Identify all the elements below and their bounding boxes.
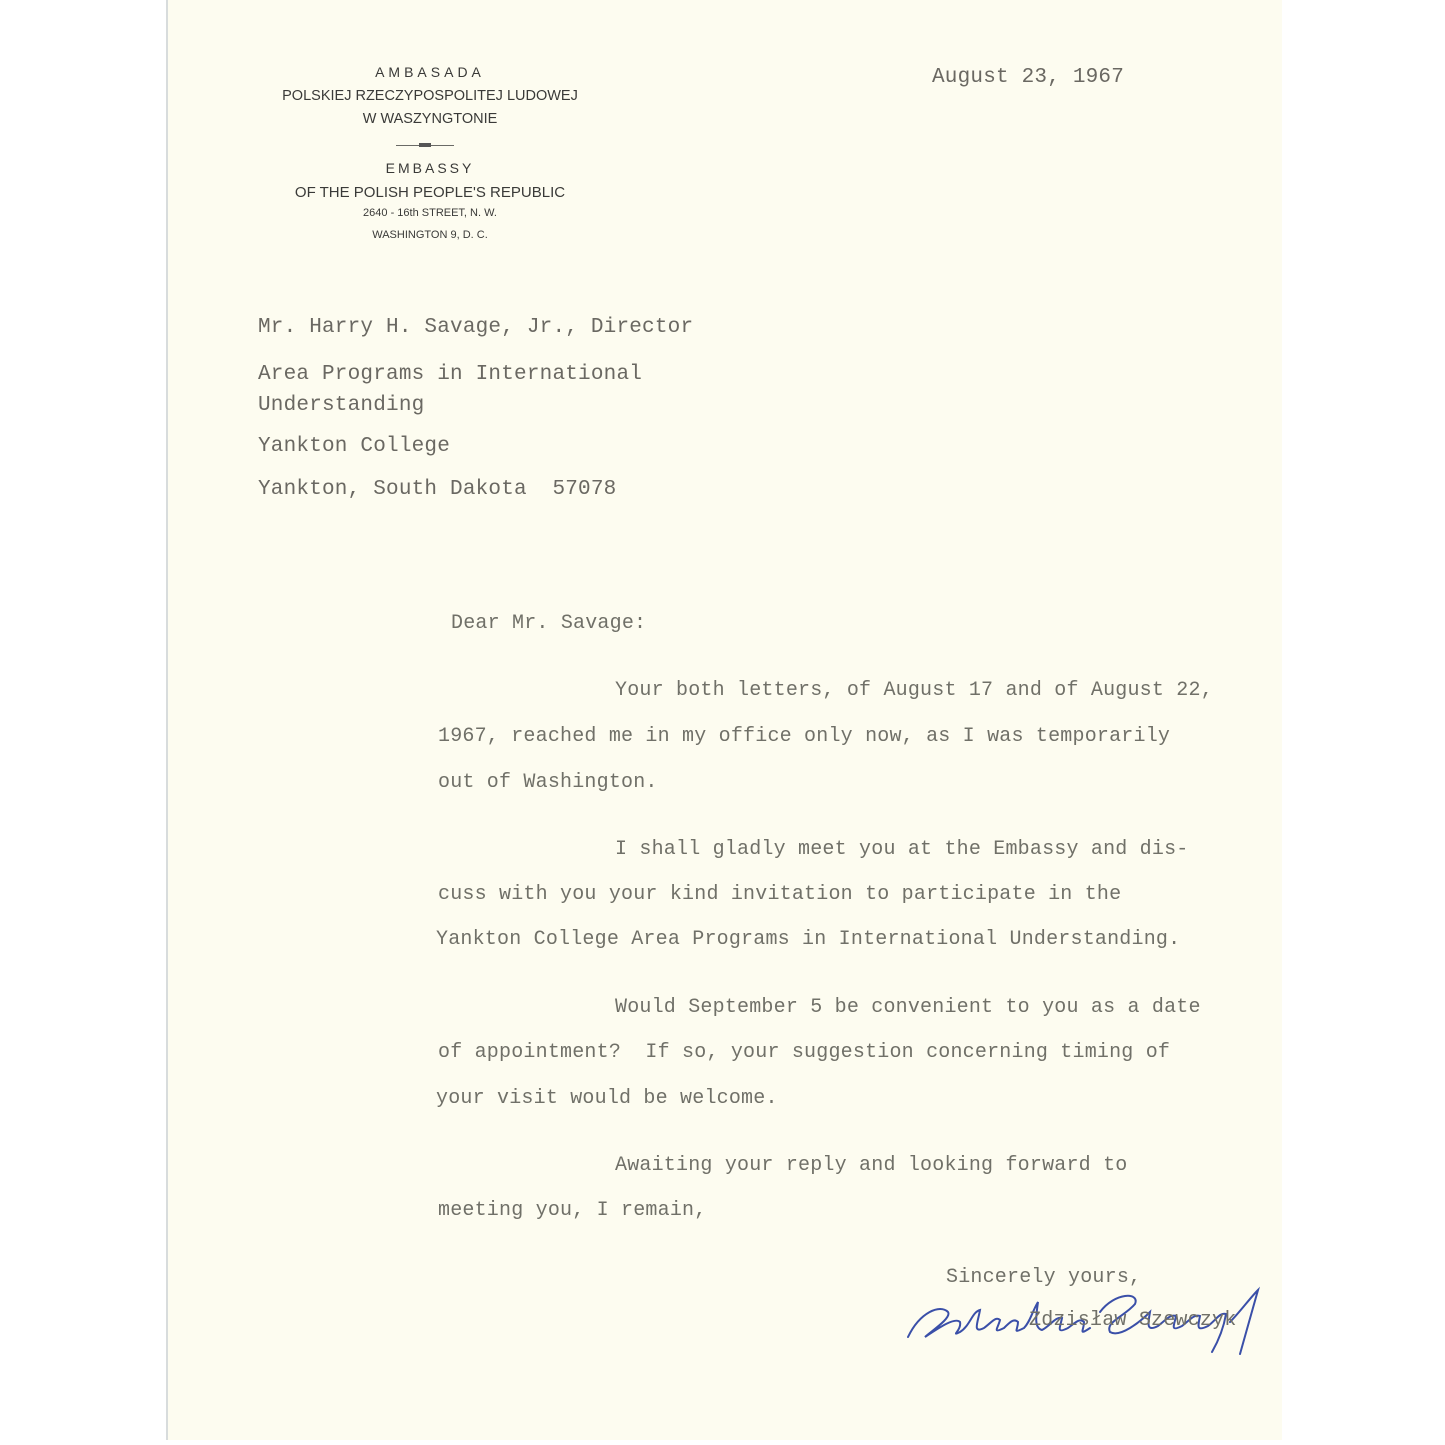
letterhead-embassy: EMBASSY: [385, 160, 475, 176]
letterhead-divider-ornament: [419, 143, 431, 147]
body-p3-line3: your visit would be welcome.: [436, 1087, 778, 1110]
letterhead-ambasada: AMBASADA: [375, 64, 485, 80]
body-p1-line1: Your both letters, of August 17 and of August 22,: [615, 679, 1213, 702]
body-p3-line2: of appointment? If so, your suggestion concerning timing of: [438, 1041, 1171, 1064]
body-p4-line2: meeting you, I remain,: [438, 1199, 707, 1222]
letterhead-city-polish: W WASZYNGTONIE: [362, 111, 498, 127]
recipient-org-2: Understanding: [258, 394, 425, 417]
letterhead-polish-name: POLSKIEJ RZECZYPOSPOLITEJ LUDOWEJ: [282, 88, 578, 104]
body-p2-line1: I shall gladly meet you at the Embassy and dis-: [615, 838, 1189, 861]
signer-name: Zdzisław Szewczyk: [1029, 1309, 1237, 1332]
letterhead-city: WASHINGTON 9, D. C.: [372, 229, 488, 241]
letterhead-english-name: OF THE POLISH PEOPLE'S REPUBLIC: [294, 184, 566, 201]
recipient-org-1: Area Programs in International: [258, 363, 643, 386]
recipient-name: Mr. Harry H. Savage, Jr., Director: [258, 316, 694, 339]
salutation: Dear Mr. Savage:: [451, 612, 647, 635]
recipient-city: Yankton, South Dakota 57078: [258, 478, 617, 501]
body-p4-line1: Awaiting your reply and looking forward to: [615, 1154, 1128, 1177]
letter-date: August 23, 1967: [932, 66, 1125, 89]
body-p2-line3: Yankton College Area Programs in International Understanding.: [436, 928, 1181, 951]
letterhead-street: 2640 - 16th STREET, N. W.: [363, 207, 497, 219]
body-p1-line3: out of Washington.: [438, 771, 658, 794]
recipient-college: Yankton College: [258, 435, 451, 458]
body-p2-line2: cuss with you your kind invitation to participate in the: [438, 883, 1122, 906]
body-p1-line2: 1967, reached me in my office only now, as I was temporarily: [438, 725, 1171, 748]
body-p3-line1: Would September 5 be convenient to you as a date: [615, 996, 1201, 1019]
closing: Sincerely yours,: [946, 1266, 1142, 1289]
